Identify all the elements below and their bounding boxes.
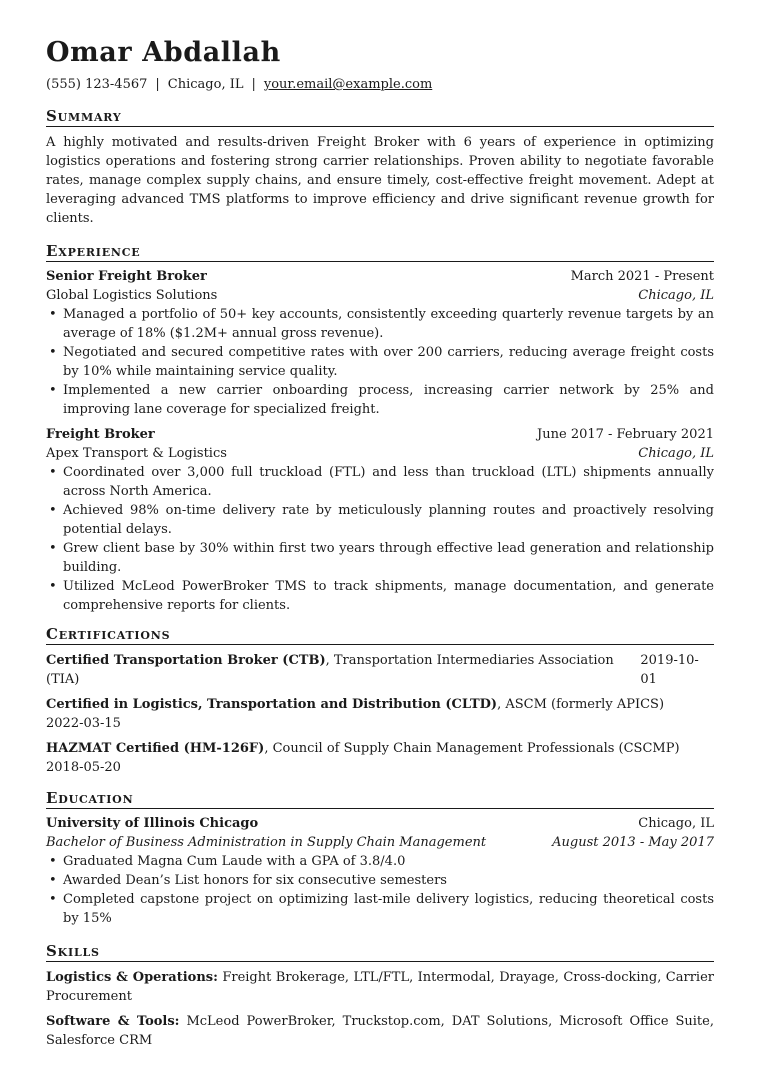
list-item: • Achieved 98% on-time delivery rate by meticulously planning routes and proactively resolving potential delays. xyxy=(46,501,714,539)
list-item: • Completed capstone project on optimizing last-mile delivery logistics, reducing theoretical costs by 15% xyxy=(46,890,714,928)
summary-text: A highly motivated and results-driven Freight Broker with 6 years of experience in optimizing logistics operations and fostering strong carrier relationships. Proven ability to negotiate favorable rates, manage complex supply chains, and ensure timely, cost-effective freight movement. Adept at leveraging advanced TMS platforms to improve efficiency and drive significant revenue growth for clients. xyxy=(46,135,714,226)
list-item: • Negotiated and secured competitive rates with over 200 carriers, reducing average freight costs by 10% while maintaining service quality. xyxy=(46,343,714,381)
list-item: • Managed a portfolio of 50+ key accounts, consistently exceeding quarterly revenue targets by an average of 18% ($1.2M+ annual gross revenue). xyxy=(46,305,714,343)
location: Chicago, IL xyxy=(167,77,244,92)
candidate-name: Omar Abdallah xyxy=(46,37,281,68)
skill-label: Software & Tools: xyxy=(46,1014,180,1029)
school-name: University of Illinois Chicago xyxy=(46,816,259,831)
list-item: • Utilized McLeod PowerBroker TMS to track shipments, manage documentation, and generate comprehensive reports for clients. xyxy=(46,577,714,615)
section-title-experience: Experience xyxy=(46,242,714,262)
section-title-certifications: Certifications xyxy=(46,625,714,645)
certification-name: Certified Transportation Broker (CTB) xyxy=(46,653,326,668)
education-dates: August 2013 - May 2017 xyxy=(552,835,714,850)
school-location: Chicago, IL xyxy=(638,816,714,831)
certification-issuer: , Transportation Intermediaries Association (TIA) xyxy=(46,653,614,687)
resume-page xyxy=(46,36,714,1050)
job-bullets xyxy=(46,305,714,419)
email-link[interactable]: your.email@example.com xyxy=(263,77,433,92)
education-entry xyxy=(46,814,714,928)
section-title-education: Education xyxy=(46,789,714,809)
certification-item xyxy=(46,695,714,733)
certification-issuer: , ASCM (formerly APICS) xyxy=(497,697,665,712)
section-title-skills: Skills xyxy=(46,942,714,962)
job-title: Senior Freight Broker xyxy=(46,269,207,284)
section-title-summary: Summary xyxy=(46,107,714,127)
skill-value: Freight Brokerage, LTL/FTL, Intermodal, Drayage, Cross-docking, Carrier Procurement xyxy=(46,970,714,1004)
company-name: Global Logistics Solutions xyxy=(46,288,218,303)
certification-date: 2022-03-15 xyxy=(46,716,121,731)
experience-entry xyxy=(46,267,714,419)
job-bullets xyxy=(46,463,714,615)
job-title: Freight Broker xyxy=(46,427,155,442)
education-bullets xyxy=(46,852,714,928)
phone: (555) 123-4567 xyxy=(46,77,148,92)
job-dates: June 2017 - February 2021 xyxy=(537,427,714,442)
contact-separator: | xyxy=(251,77,256,92)
experience-entry xyxy=(46,425,714,615)
list-item: • Graduated Magna Cum Laude with a GPA of 3.8/4.0 xyxy=(46,852,714,871)
skill-group xyxy=(46,1012,714,1050)
job-dates: March 2021 - Present xyxy=(570,269,714,284)
certification-item xyxy=(46,651,714,689)
certification-name: HAZMAT Certified (HM-126F) xyxy=(46,741,265,756)
job-location: Chicago, IL xyxy=(638,288,714,303)
list-item: • Implemented a new carrier onboarding process, increasing carrier network by 25% and improving lane coverage for specialized freight. xyxy=(46,381,714,419)
job-location: Chicago, IL xyxy=(638,446,714,461)
contact-separator: | xyxy=(155,77,160,92)
contact-line xyxy=(46,76,714,94)
certification-date: 2019-10-01 xyxy=(640,653,699,687)
company-name: Apex Transport & Logistics xyxy=(46,446,227,461)
list-item: • Awarded Dean’s List honors for six consecutive semesters xyxy=(46,871,714,890)
certification-issuer: , Council of Supply Chain Management Professionals (CSCMP) xyxy=(264,741,680,756)
degree: Bachelor of Business Administration in Supply Chain Management xyxy=(46,835,487,850)
certification-item xyxy=(46,739,714,777)
skill-value: McLeod PowerBroker, Truckstop.com, DAT Solutions, Microsoft Office Suite, Salesforce CRM xyxy=(46,1014,714,1048)
list-item: • Grew client base by 30% within first two years through effective lead generation and relationship building. xyxy=(46,539,714,577)
skill-label: Logistics & Operations: xyxy=(46,970,218,985)
certification-date: 2018-05-20 xyxy=(46,760,121,775)
skill-group xyxy=(46,968,714,1006)
list-item: • Coordinated over 3,000 full truckload (FTL) and less than truckload (LTL) shipments annually across North America. xyxy=(46,463,714,501)
certification-name: Certified in Logistics, Transportation and Distribution (CLTD) xyxy=(46,697,498,712)
